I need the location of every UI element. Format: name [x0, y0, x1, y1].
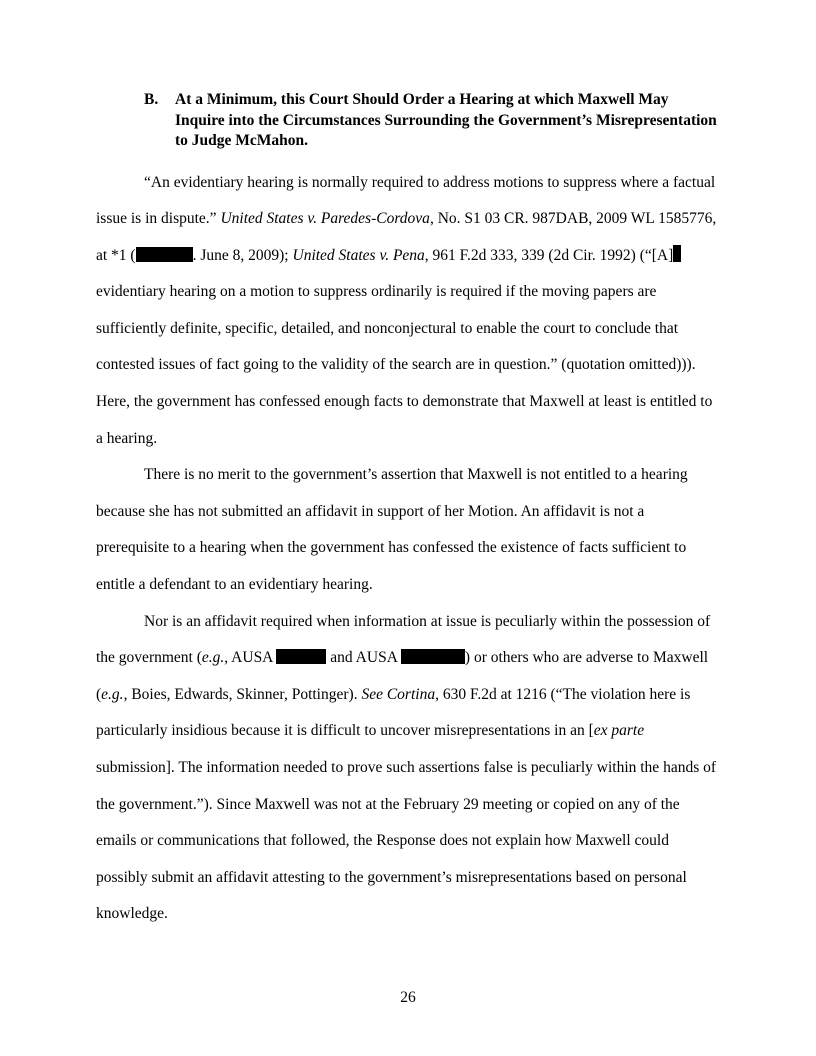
text-run: and AUSA	[326, 649, 401, 667]
text-run: There is no merit to the government’s assertion that Maxwell is not entitled to a hearing because she has not submitted an affidavit in support of her Motion. An affidavit is not a prerequisite to a hearing when the government has confessed the existence of facts sufficient to entitle a defendant to an evidentiary hearing.	[96, 466, 688, 594]
text-run: , 961 F.2d 333, 339 (2d Cir. 1992) (“[A]	[424, 246, 674, 264]
section-heading-label: B.	[144, 91, 159, 108]
section-heading	[144, 90, 720, 152]
redaction-box	[136, 247, 193, 262]
italic-text-run: e.g.	[201, 649, 225, 667]
section-heading-text: At a Minimum, this Court Should Order a Hearing at which Maxwell May Inquire into the Circumstances Surrounding the Government’s Misrepresentation to Judge McMahon.	[175, 91, 717, 149]
text-run: , AUSA	[224, 649, 277, 667]
text-run: , No. S1 03 CR. 987DAB, 2009 WL 1585776, at *1 (	[96, 210, 717, 264]
text-run: , Boies, Edwards, Skinner, Pottinger).	[123, 685, 362, 703]
body-text	[96, 165, 720, 933]
text-run: Nor is an affidavit required when information at issue is peculiarly within the possession of the government (	[96, 612, 711, 667]
redaction-box	[401, 649, 465, 664]
italic-text-run: e.g.	[101, 685, 124, 703]
text-run: evidentiary hearing on a motion to suppress ordinarily is required if the moving papers are sufficiently definite, specific, detailed, and nonconjectural to enable the court to conclude that contested issues of fact going to the validity of the search are in question.” (quotation omitted))). Here, the government has confessed enough facts to demonstrate that Maxwell at least is entitled to a hearing.	[96, 283, 713, 447]
italic-text-run: United States v. Paredes-Cordova	[220, 210, 430, 228]
body-paragraph	[96, 604, 720, 933]
italic-text-run: See Cortina	[361, 685, 436, 703]
document-content	[96, 90, 720, 933]
text-run: . June 8, 2009);	[192, 246, 293, 264]
text-run: ) or others who are adverse to Maxwell (	[96, 649, 709, 703]
body-paragraph	[96, 165, 720, 458]
italic-text-run: ex parte	[593, 722, 645, 740]
italic-text-run: United States v. Pena	[292, 246, 425, 264]
page-number: 26	[400, 989, 416, 1006]
text-run: , 630 F.2d at 1216 (“The violation here is particularly insidious because it is difficult to uncover misrepresentations in an [	[96, 685, 691, 740]
body-paragraph	[96, 457, 720, 603]
redaction-box	[276, 649, 326, 664]
text-run: submission]. The information needed to prove such assertions false is peculiarly within the hands of the government.”). Since Maxwell was not at the February 29 meeting or copied on any of the emails or communications that followed, the Response does not explain how Maxwell could possibly submit an affidavit attesting to the government’s misrepresentations based on personal knowledge.	[96, 759, 717, 923]
redaction-box	[673, 245, 681, 262]
text-run: “An evidentiary hearing is normally required to address motions to suppress where a factual issue is in dispute.”	[96, 173, 716, 228]
